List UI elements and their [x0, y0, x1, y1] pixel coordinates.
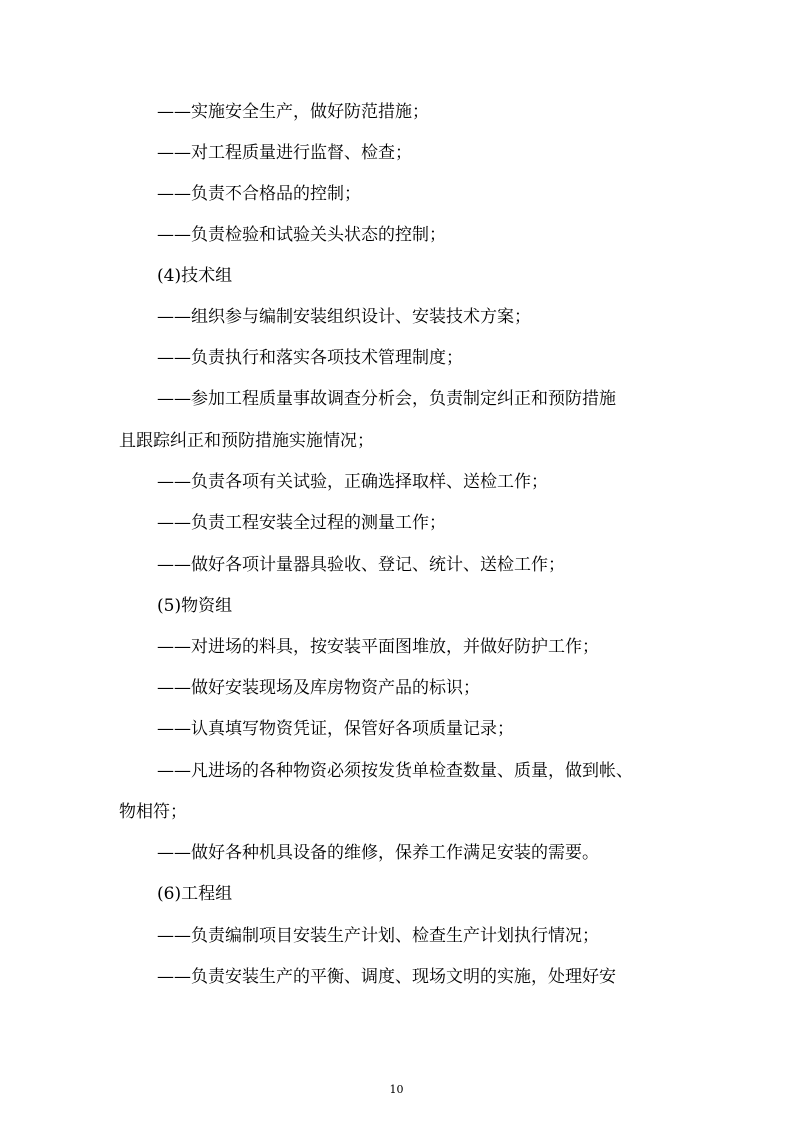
text-line-6: ——组织参与编制安装组织设计、安装技术方案； — [157, 307, 531, 327]
text-line-17: ——凡进场的各种物资必须按发货单检查数量、质量，做到帐、 — [157, 761, 633, 781]
section-heading-technical-group: (4)技术组 — [157, 266, 233, 286]
text-line-2: ——对工程质量进行监督、检查； — [157, 143, 412, 163]
text-line-8: ——参加工程质量事故调查分析会，负责制定纠正和预防措施 — [157, 389, 616, 409]
text-line-21: ——负责编制项目安装生产计划、检查生产计划执行情况； — [157, 926, 599, 946]
text-line-12: ——做好各项计量器具验收、登记、统计、送检工作； — [157, 555, 565, 575]
text-line-16: ——认真填写物资凭证，保管好各项质量记录； — [157, 719, 514, 739]
text-line-15: ——做好安装现场及库房物资产品的标识； — [157, 678, 480, 698]
text-line-1: ——实施安全生产，做好防范措施； — [157, 102, 429, 122]
section-heading-engineering-group: (6)工程组 — [157, 884, 233, 904]
text-line-3: ——负责不合格品的控制； — [157, 184, 361, 204]
section-heading-materials-group: (5)物资组 — [157, 596, 233, 616]
text-line-4: ——负责检验和试验关头状态的控制； — [157, 225, 446, 245]
text-line-9: 且跟踪纠正和预防措施实施情况； — [119, 431, 374, 451]
text-line-10: ——负责各项有关试验，正确选择取样、送检工作； — [157, 472, 548, 492]
page-number: 10 — [389, 1083, 404, 1096]
text-line-19: ——做好各种机具设备的维修，保养工作满足安装的需要。 — [157, 843, 599, 863]
text-line-18: 物相符； — [119, 802, 187, 822]
text-line-22: ——负责安装生产的平衡、调度、现场文明的实施，处理好安 — [157, 967, 616, 987]
text-line-11: ——负责工程安装全过程的测量工作； — [157, 513, 446, 533]
text-line-7: ——负责执行和落实各项技术管理制度； — [157, 348, 463, 368]
text-line-14: ——对进场的料具，按安装平面图堆放，并做好防护工作； — [157, 637, 599, 657]
